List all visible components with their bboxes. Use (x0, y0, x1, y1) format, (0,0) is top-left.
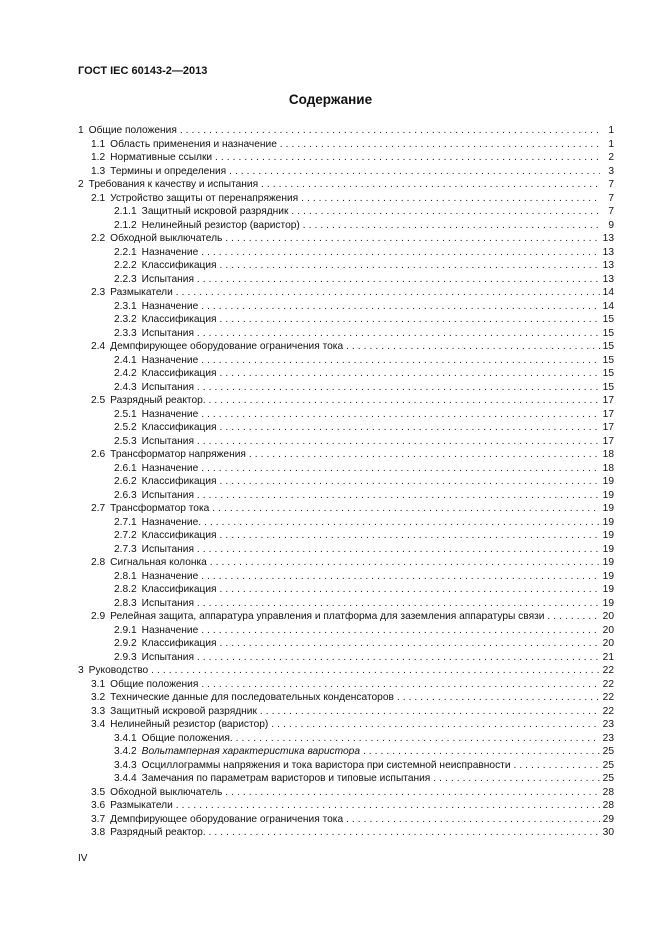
toc-entry-page: 13 (602, 233, 614, 244)
toc-entry[interactable] (78, 705, 614, 719)
toc-entry-page: 17 (602, 435, 614, 447)
toc-entry[interactable] (78, 381, 614, 395)
toc-entry-page: 19 (602, 503, 614, 514)
toc-entry-text (91, 799, 600, 813)
toc-entry-page: 13 (602, 246, 614, 258)
toc-entry[interactable] (78, 354, 614, 368)
toc-entry[interactable] (78, 583, 614, 597)
toc-entry[interactable] (78, 556, 614, 570)
toc-entry-text (114, 219, 600, 233)
toc-entry-text (91, 192, 600, 206)
toc-entry-title: Область применения и назначение (110, 138, 277, 150)
toc-entry[interactable] (78, 570, 614, 584)
toc-entry[interactable] (78, 165, 614, 179)
toc-entry-number: 2.7 (91, 503, 106, 514)
toc-entry-title: Испытания (141, 381, 194, 393)
toc-entry-number: 2.6.2 (114, 476, 137, 487)
toc-entry-title: Классификация (141, 314, 217, 325)
toc-entry-page: 14 (602, 300, 614, 312)
toc-entry-text (91, 678, 600, 692)
toc-entry-page: 22 (602, 678, 614, 690)
toc-entry[interactable] (78, 691, 614, 705)
toc-entry-number: 2.5.3 (114, 435, 137, 447)
page-title: Содержание (288, 92, 373, 107)
toc-entry-page: 25 (602, 759, 614, 771)
toc-entry-text (91, 232, 600, 246)
toc-entry-page: 15 (602, 381, 614, 393)
toc-entry-title: Трансформатор тока (110, 503, 210, 514)
toc-entry-page: 17 (602, 408, 614, 420)
toc-entry[interactable] (78, 826, 614, 840)
toc-entry-title: Нормативные ссылки (110, 152, 213, 163)
toc-entry-text (91, 151, 600, 165)
toc-entry[interactable] (78, 759, 614, 773)
toc-entry-number: 2.8 (91, 557, 106, 568)
toc-entry[interactable] (78, 529, 614, 543)
toc-entry-title: Руководство (88, 665, 149, 676)
toc-entry[interactable] (78, 651, 614, 665)
toc-entry-title: Назначение (141, 300, 199, 312)
toc-entry-text (91, 786, 600, 800)
toc-entry-page: 23 (602, 732, 614, 744)
toc-entry[interactable] (78, 367, 614, 381)
toc-entry-text (91, 556, 600, 570)
toc-entry-title: Защитный искровой разрядник (110, 705, 257, 717)
toc-entry-number: 2.3.1 (114, 300, 137, 312)
toc-entry-page: 15 (602, 368, 614, 379)
toc-entry[interactable] (78, 732, 614, 746)
toc-entry-page: 1 (608, 125, 614, 136)
toc-entry-number: 1 (78, 125, 84, 136)
toc-entry[interactable] (78, 637, 614, 651)
toc-entry-number: 2.1.1 (114, 206, 137, 217)
toc-entry-title: Размыкатели (110, 800, 173, 811)
toc-entry[interactable] (78, 624, 614, 638)
toc-entry-title: Испытания (141, 327, 194, 339)
toc-entry-number: 1.3 (91, 165, 106, 177)
toc-entry-page: 25 (602, 773, 614, 784)
toc-entry-title: Классификация (141, 638, 217, 649)
toc-entry[interactable] (78, 192, 614, 206)
toc-entry[interactable] (78, 286, 614, 300)
toc-entry-title: Назначение (141, 462, 199, 474)
toc-entry-text (91, 705, 600, 719)
toc-entry-number: 1.1 (91, 138, 106, 150)
toc-entry-text (91, 286, 600, 300)
toc-entry[interactable] (78, 516, 614, 530)
toc-entry[interactable] (78, 124, 614, 138)
toc-entry-page: 18 (602, 449, 614, 460)
toc-entry-text (114, 489, 600, 503)
toc-entry[interactable] (78, 772, 614, 786)
toc-entry-number: 3.6 (91, 800, 106, 811)
toc-entry-page: 21 (602, 651, 614, 663)
toc-entry-number: 2.4.3 (114, 381, 137, 393)
toc-entry[interactable] (78, 435, 614, 449)
toc-entry-number: 3.4.3 (114, 759, 137, 771)
toc-entry-number: 2.8.3 (114, 597, 137, 609)
toc-entry-page: 7 (608, 179, 614, 190)
toc-entry-title: Общие положения. (141, 732, 233, 744)
toc-entry-number: 2.5.1 (114, 408, 137, 420)
toc-entry[interactable] (78, 327, 614, 341)
toc-entry-title: Испытания (141, 543, 194, 555)
toc-entry-page: 19 (602, 597, 614, 609)
toc-entry-title: Разрядный реактор. (110, 395, 206, 406)
toc-entry-title: Классификация (141, 368, 217, 379)
toc-entry-number: 2.3.2 (114, 314, 137, 325)
toc-entry-page: 29 (602, 813, 614, 825)
toc-entry-number: 2.3 (91, 287, 106, 298)
toc-entry[interactable] (78, 178, 614, 192)
page-number-footer: IV (78, 853, 88, 864)
toc-entry-text (91, 394, 600, 408)
toc-entry[interactable] (78, 610, 614, 624)
toc-entry-page: 15 (602, 327, 614, 339)
toc-entry-number: 3 (78, 665, 84, 676)
toc-entry-text (91, 813, 600, 827)
toc-entry-number: 3.3 (91, 705, 106, 717)
toc-entry-number: 2.4.2 (114, 368, 137, 379)
toc-entry-text (114, 462, 600, 476)
toc-entry[interactable] (78, 273, 614, 287)
toc-entry-title: Релейная защита, аппаратура управления и платформа для заземления аппаратуры связи (110, 611, 545, 622)
toc-entry-title: Вольтамперная характеристика варистора (141, 746, 361, 757)
toc-entry[interactable] (78, 543, 614, 557)
toc-entry[interactable] (78, 462, 614, 476)
toc-entry-text (114, 367, 600, 381)
toc-entry-number: 2.8.1 (114, 570, 137, 582)
toc-entry-number: 2.6.1 (114, 462, 137, 474)
toc-entry-page: 20 (602, 638, 614, 649)
toc-entry-text (91, 448, 600, 462)
toc-entry-title: Технические данные для последовательных конденсаторов (110, 692, 394, 703)
toc-entry-text (114, 745, 600, 759)
toc-entry-text (114, 583, 600, 597)
toc-entry-number: 3.4.1 (114, 732, 137, 744)
toc-entry-page: 17 (602, 395, 614, 406)
toc-entry-text (114, 597, 600, 611)
toc-entry-text (114, 624, 600, 638)
toc-entry-page: 19 (602, 557, 614, 568)
toc-entry-page: 17 (602, 422, 614, 433)
toc-entry-title: Назначение (141, 354, 199, 366)
toc-entry-page: 19 (602, 584, 614, 595)
toc-entry-title: Классификация (141, 476, 217, 487)
toc-entry-number: 2.7.1 (114, 516, 137, 528)
toc-entry-number: 1.2 (91, 152, 106, 163)
toc-entry-number: 2.9.3 (114, 651, 137, 663)
toc-entry-text (91, 610, 600, 624)
toc-entry-number: 3.4.4 (114, 773, 137, 784)
toc-entry-title: Назначение (141, 408, 199, 420)
toc-entry-page: 18 (602, 462, 614, 474)
toc-entry-page: 19 (602, 530, 614, 541)
toc-entry-text (91, 718, 600, 732)
toc-entry-page: 22 (602, 665, 614, 676)
toc-entry-page: 1 (608, 138, 614, 150)
toc-entry-number: 2.2.2 (114, 260, 137, 271)
toc-entry[interactable] (78, 259, 614, 273)
toc-entry[interactable] (78, 313, 614, 327)
toc-entry[interactable] (78, 678, 614, 692)
toc-entry-text (114, 354, 600, 368)
toc-entry-number: 2.8.2 (114, 584, 137, 595)
toc-entry[interactable] (78, 799, 614, 813)
toc-entry-title: Нелинейный резистор (варистор) (110, 719, 269, 730)
toc-entry-number: 2 (78, 179, 84, 190)
toc-entry-text (114, 570, 600, 584)
toc-entry-title: Демпфирующее оборудование ограничения тока (110, 813, 344, 825)
toc-entry-text (114, 529, 600, 543)
toc-entry-title: Общие положения (110, 678, 199, 690)
toc-entry-title: Общие положения (88, 125, 177, 136)
toc-entry-number: 2.3.3 (114, 327, 137, 339)
toc-entry-text (114, 273, 600, 287)
toc-entry-text (114, 205, 600, 219)
toc-entry-page: 15 (602, 354, 614, 366)
toc-entry-number: 3.4.2 (114, 746, 137, 757)
toc-entry-page: 19 (602, 570, 614, 582)
toc-entry-text (78, 124, 600, 138)
toc-entry[interactable] (78, 813, 614, 827)
toc-entry-page: 28 (602, 786, 614, 798)
toc-entry-text (91, 340, 600, 354)
toc-entry-page: 3 (608, 165, 614, 177)
toc-entry-text (91, 691, 600, 705)
toc-entry-title: Устройство защиты от перенапряжения (110, 192, 299, 204)
toc-entry-text (114, 759, 600, 773)
toc-entry-title: Требования к качеству и испытания (88, 179, 259, 190)
toc-entry-number: 2.9 (91, 611, 106, 622)
toc-entry-text (114, 543, 600, 557)
toc-entry-title: Трансформатор напряжения (110, 449, 246, 460)
toc-entry-page: 23 (602, 719, 614, 730)
table-of-contents (78, 124, 614, 840)
toc-entry-title: Испытания (141, 489, 194, 501)
toc-entry[interactable] (78, 664, 614, 678)
toc-entry-text (114, 381, 600, 395)
toc-entry-title: Размыкатели (110, 287, 173, 298)
toc-entry[interactable] (78, 408, 614, 422)
toc-entry-title: Защитный искровой разрядник (141, 206, 289, 217)
toc-entry-number: 2.1 (91, 192, 106, 204)
toc-entry-page: 30 (602, 827, 614, 838)
toc-entry-number: 2.4.1 (114, 354, 137, 366)
toc-entry-number: 3.8 (91, 827, 106, 838)
toc-entry-page: 20 (602, 624, 614, 636)
toc-entry[interactable] (78, 340, 614, 354)
toc-entry-number: 2.6 (91, 449, 106, 460)
toc-entry[interactable] (78, 205, 614, 219)
toc-entry-title: Разрядный реактор. (110, 827, 206, 838)
toc-entry-text (91, 138, 600, 152)
toc-entry-number: 2.5.2 (114, 422, 137, 433)
toc-entry[interactable] (78, 448, 614, 462)
document-header: ГОСТ IEC 60143-2—2013 (78, 65, 208, 77)
toc-entry-page: 19 (602, 476, 614, 487)
toc-entry-number: 2.1.2 (114, 219, 137, 231)
toc-entry-text (114, 772, 600, 786)
toc-entry-page: 22 (602, 705, 614, 717)
toc-entry-title: Сигнальная колонка (110, 557, 207, 568)
toc-entry-number: 3.5 (91, 786, 106, 798)
toc-entry-text (114, 327, 600, 341)
toc-entry-page: 14 (602, 287, 614, 298)
toc-entry[interactable] (78, 786, 614, 800)
toc-entry-text (114, 313, 600, 327)
toc-entry-number: 2.2 (91, 233, 106, 244)
toc-entry-page: 19 (602, 543, 614, 555)
toc-entry-page: 15 (602, 341, 614, 352)
toc-entry-page: 28 (602, 800, 614, 811)
toc-entry-title: Классификация (141, 530, 217, 541)
toc-entry[interactable] (78, 745, 614, 759)
toc-entry[interactable] (78, 502, 614, 516)
toc-entry-page: 9 (608, 219, 614, 231)
toc-entry-title: Назначение (141, 570, 199, 582)
toc-entry[interactable] (78, 219, 614, 233)
toc-entry-title: Испытания (141, 597, 194, 609)
toc-entry-text (114, 475, 600, 489)
toc-entry-page: 19 (602, 489, 614, 501)
toc-entry[interactable] (78, 151, 614, 165)
toc-entry-title: Демпфирующее оборудование ограничения тока (110, 341, 344, 352)
toc-entry-number: 2.9.2 (114, 638, 137, 649)
toc-entry-text (114, 246, 600, 260)
toc-entry-title: Термины и определения (110, 165, 227, 177)
toc-entry-number: 3.1 (91, 678, 106, 690)
toc-entry-page: 20 (602, 611, 614, 622)
toc-entry-number: 2.9.1 (114, 624, 137, 636)
toc-entry-text (114, 421, 600, 435)
toc-entry-title: Обходной выключатель (110, 786, 223, 798)
toc-entry-page: 2 (608, 152, 614, 163)
toc-entry-text (114, 408, 600, 422)
toc-entry[interactable] (78, 246, 614, 260)
toc-entry[interactable] (78, 300, 614, 314)
toc-entry-title: Классификация (141, 422, 217, 433)
toc-entry-title: Испытания (141, 651, 194, 663)
toc-entry-number: 2.2.3 (114, 273, 137, 285)
toc-entry-text (114, 259, 600, 273)
toc-entry-title: Назначение (141, 624, 199, 636)
toc-entry-title: Испытания (141, 435, 194, 447)
toc-entry-number: 2.5 (91, 395, 106, 406)
toc-entry-text (91, 826, 600, 840)
toc-entry-title: Испытания (141, 273, 194, 285)
toc-entry-page: 7 (608, 192, 614, 204)
toc-entry-number: 2.7.3 (114, 543, 137, 555)
toc-entry-title: Классификация (141, 260, 217, 271)
toc-entry-number: 2.6.3 (114, 489, 137, 501)
toc-entry-page: 15 (602, 314, 614, 325)
toc-entry[interactable] (78, 718, 614, 732)
toc-entry-page: 13 (602, 260, 614, 271)
toc-entry-page: 13 (602, 273, 614, 285)
toc-entry-title: Нелинейный резистор (варистор) (141, 219, 300, 231)
toc-entry-text (114, 516, 600, 530)
toc-entry-page: 25 (602, 746, 614, 757)
toc-entry-number: 3.7 (91, 813, 106, 825)
toc-entry-page: 22 (602, 692, 614, 703)
toc-entry-number: 3.4 (91, 719, 106, 730)
toc-entry-text (114, 732, 600, 746)
toc-entry[interactable] (78, 394, 614, 408)
toc-entry-title: Замечания по параметрам варисторов и типовые испытания (141, 773, 431, 784)
toc-entry-number: 3.2 (91, 692, 106, 703)
toc-entry-text (78, 178, 600, 192)
toc-entry-title: Назначение (141, 246, 199, 258)
toc-entry[interactable] (78, 489, 614, 503)
toc-entry-title: Осциллограммы напряжения и тока варистора при системной неисправности (141, 759, 511, 771)
toc-entry-page: 19 (602, 516, 614, 528)
toc-entry[interactable] (78, 421, 614, 435)
toc-entry-text (114, 637, 600, 651)
toc-entry-text (114, 651, 600, 665)
toc-entry-text (114, 300, 600, 314)
toc-entry[interactable] (78, 138, 614, 152)
toc-entry-title: Обходной выключатель (110, 233, 223, 244)
toc-entry-text (91, 502, 600, 516)
toc-entry-text (78, 664, 600, 678)
toc-entry-page: 7 (608, 206, 614, 217)
toc-entry[interactable] (78, 475, 614, 489)
toc-entry-number: 2.4 (91, 341, 106, 352)
toc-entry-text (114, 435, 600, 449)
toc-entry-number: 2.2.1 (114, 246, 137, 258)
toc-entry-text (91, 165, 600, 179)
toc-entry-title: Классификация (141, 584, 217, 595)
toc-entry-number: 2.7.2 (114, 530, 137, 541)
toc-entry[interactable] (78, 232, 614, 246)
toc-entry-title: Назначение. (141, 516, 202, 528)
toc-entry[interactable] (78, 597, 614, 611)
